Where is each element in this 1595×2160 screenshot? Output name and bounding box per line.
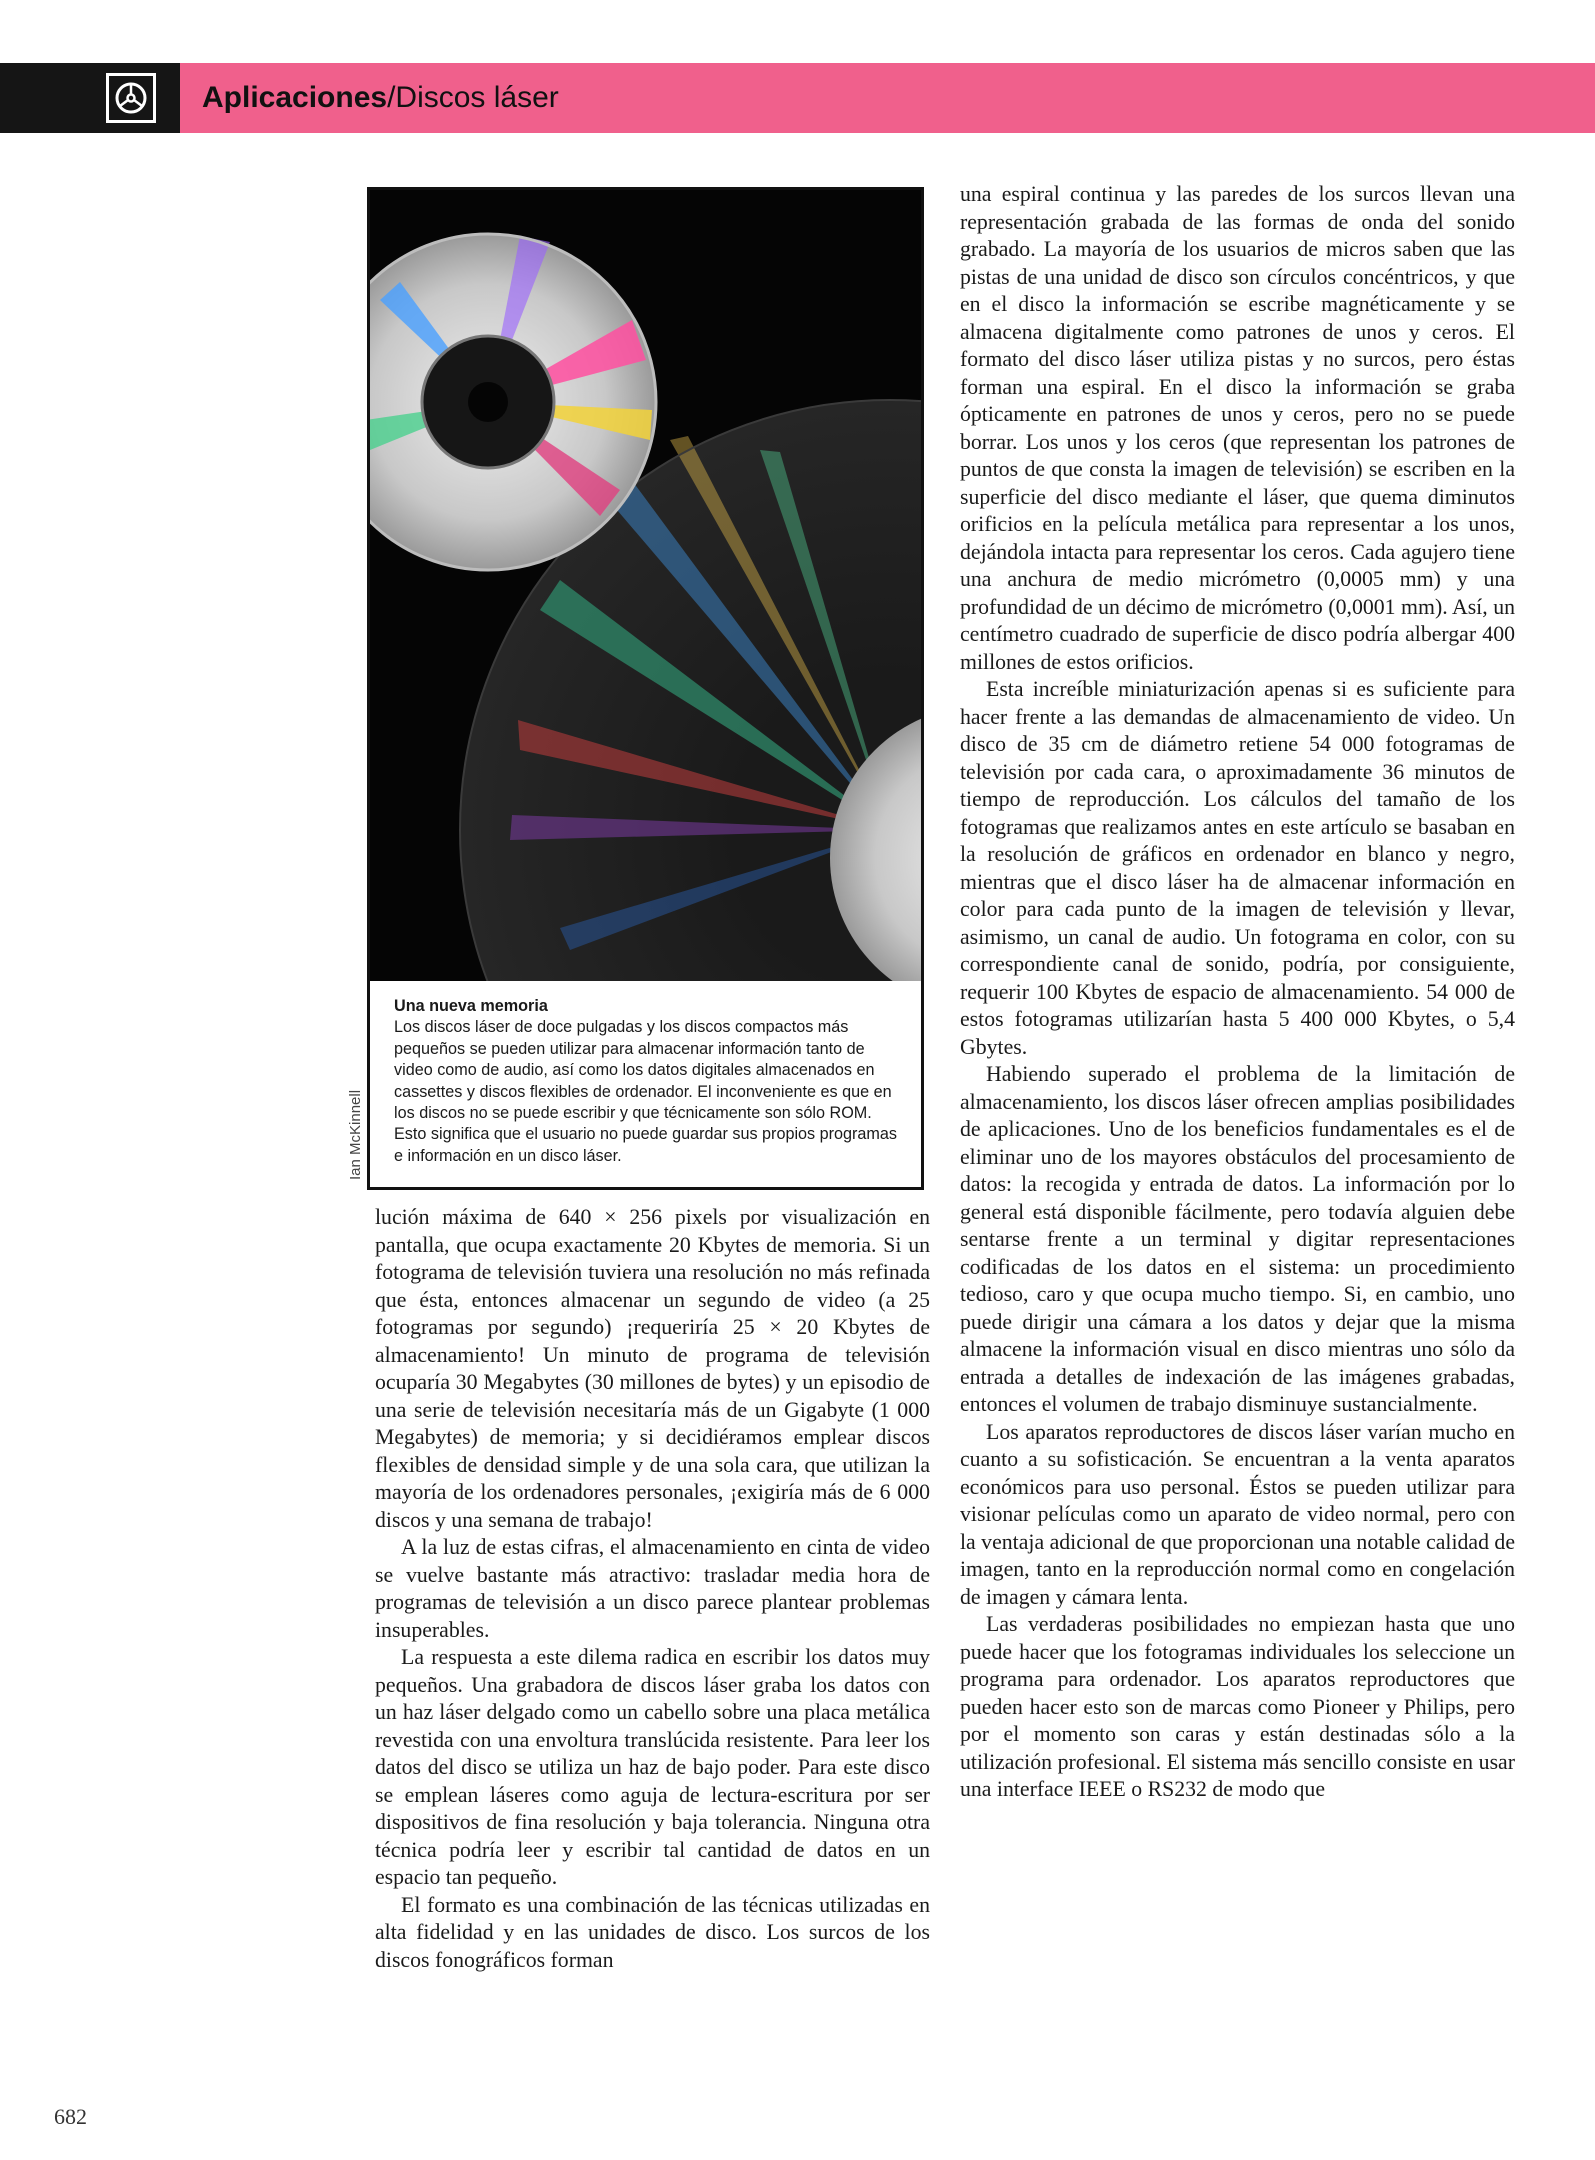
paragraph: Los aparatos reproductores de discos láser varían mucho en cuanto a su sofisticación. Se encuentran a la venta aparatos económicos para uso personal. Éstos se pueden utilizar para visionar películas como un aparato de video normal, pero con la ventaja adicional de que proporcionan una notable calidad de imagen, tanto en la reproducción normal como en congelación de imagen y cámara lenta. bbox=[960, 1419, 1515, 1609]
paragraph: lución máxima de 640 × 256 pixels por visualización en pantalla, que ocupa exactamente 20 Kbytes de memoria. Si un fotograma de televisión tuviera una resolución no más refinada que ésta, entonces almacenar un segundo de video (a 25 fotogramas por segundo) ¡requeriría 25 × 20 Kbytes de almacenamiento! Un minuto de programa de televisión ocuparía 30 Megabytes (30 millones de bytes) y un episodio de una serie de televisión necesitaría más de un Gigabyte (1 000 Megabytes) de memoria; y si decidiéramos emplear discos flexibles de densidad simple y de una sola cara, que utilizan la mayoría de los ordenadores personales, ¡exigiría más de 6 000 discos y una semana de trabajo! bbox=[375, 1205, 930, 1532]
section-title bbox=[202, 63, 559, 133]
section-name: Aplicaciones bbox=[202, 81, 388, 114]
caption-text: Los discos láser de doce pulgadas y los discos compactos más pequeños se pueden utilizar para almacenar información tanto de video como de audio, así como los datos digitales almacenados en cassettes y discos flexibles de ordenador. El inconveniente es que en los discos no se puede escribir y que técnicamente son sólo ROM. Esto significa que el usuario no puede guardar sus propios programas e información en un disco láser. bbox=[394, 1018, 898, 1165]
disc-triskele-icon bbox=[113, 80, 149, 116]
page-number: 682 bbox=[54, 2104, 87, 2129]
laser-discs-illustration bbox=[370, 190, 921, 981]
figure bbox=[367, 187, 924, 1190]
section-logo bbox=[106, 73, 156, 123]
caption-title: Una nueva memoria bbox=[394, 997, 548, 1015]
paragraph: una espiral continua y las paredes de los surcos llevan una representación grabada de las formas de onda del sonido grabado. La mayoría de los usuarios de micros saben que las pistas de una unidad de disco son círculos concéntricos, y que en el disco la información se escribe magnéticamente y se almacena digitalmente como patrones de unos y ceros. El formato del disco láser utiliza pistas y no surcos, pero éstas forman una espiral. En el disco la información se graba ópticamente en patrones de unos y ceros, pero no se puede borrar. Los unos y los ceros (que representan los patrones de puntos de que consta la imagen de televisión) se escriben en la superficie del disco mediante el láser, que quema diminutos orificios en la película metálica para representar a los unos, dejándola intacta para representar los ceros. Cada agujero tiene una anchura de medio micrómetro (0,0005 mm) y una profundidad de un décimo de micrómetro (0,0001 mm). Así, un centímetro cuadrado de superficie de disco podría albergar 400 millones de estos orificios. bbox=[960, 182, 1515, 674]
paragraph: Las verdaderas posibilidades no empiezan hasta que uno puede hacer que los fotogramas individuales los seleccione un programa para ordenador. Los aparatos reproductores que pueden hacer esto son de marcas como Pioneer y Philips, pero por el momento son caras y están destinadas sólo a la utilización profesional. El sistema más sencillo consiste en usar una interface IEEE o RS232 de modo que bbox=[960, 1612, 1515, 1801]
paragraph: Esta increíble miniaturización apenas si es suficiente para hacer frente a las demandas de almacenamiento de video. Un disco de 35 cm de diámetro retiene 54 000 fotogramas de televisión por cada cara, o aproximadamente 36 minutos de tiempo de reproducción. Los cálculos del tamaño de los fotogramas que realizamos antes en este artículo se basaban en la resolución de gráficos en ordenador en blanco y negro, mientras que el disco láser ha de almacenar información en color para cada punto de la imagen de televisión y llevar, asimismo, un canal de audio. Un fotograma en color, con su correspondiente canal de sonido, podría, por consiguiente, requerir 100 Kbytes de espacio de almacenamiento. 54 000 de estos fotogramas utilizarían hasta 5 400 000 Kbytes, o 5,4 Gbytes. bbox=[960, 677, 1515, 1059]
title-separator: / bbox=[387, 81, 396, 114]
right-column bbox=[960, 181, 1515, 1804]
paragraph: El formato es una combinación de las técnicas utilizadas en alta fidelidad y en las unidades de disco. Los surcos de los discos fonográficos forman bbox=[375, 1892, 930, 1972]
laser-discs-photo bbox=[370, 190, 921, 981]
paragraph: Habiendo superado el problema de la limitación de almacenamiento, los discos láser ofrecen amplias posibilidades de aplicaciones. Uno de los beneficios fundamentales es el de eliminar uno de los mayores obstáculos del procesamiento de datos: la recogida y entrada de datos. La información por lo general está disponible fácilmente, pero todavía alguien debe sentarse frente a un terminal y digitar representaciones codificadas de los datos en el sistema: un procedimiento tedioso, caro y que ocupa mucho tiempo. Si, en cambio, uno puede dirigir una cámara a los datos y dejar que la misma almacene la información visual en disco mientras uno sólo da entrada a detalles de indexación de las imágenes grabadas, entonces el volumen de trabajo disminuye sustancialmente. bbox=[960, 1062, 1515, 1416]
topic-name: Discos láser bbox=[395, 81, 559, 114]
photo-credit: Ian McKinnell bbox=[347, 1089, 364, 1180]
paragraph: La respuesta a este dilema radica en escribir los datos muy pequeños. Una grabadora de discos láser graba los datos con un haz láser delgado como un cabello sobre una placa metálica revestida con una envoltura translúcida resistente. Para leer los datos del disco se utiliza un haz de bajo poder. Para este disco se emplean láseres como aguja de lectura-escritura por ser dispositivos de fina resolución y baja tolerancia. Ninguna otra técnica podría leer y escribir tal cantidad de datos en un espacio tan pequeño. bbox=[375, 1645, 930, 1889]
figure-caption bbox=[394, 996, 904, 1167]
paragraph: A la luz de estas cifras, el almacenamiento en cinta de video se vuelve bastante más atractivo: trasladar media hora de programas de televisión a un disco parece plantear problemas insuperables. bbox=[375, 1535, 930, 1642]
left-column bbox=[375, 1204, 930, 1974]
header-black-block bbox=[0, 63, 180, 133]
header-band bbox=[0, 63, 1595, 133]
